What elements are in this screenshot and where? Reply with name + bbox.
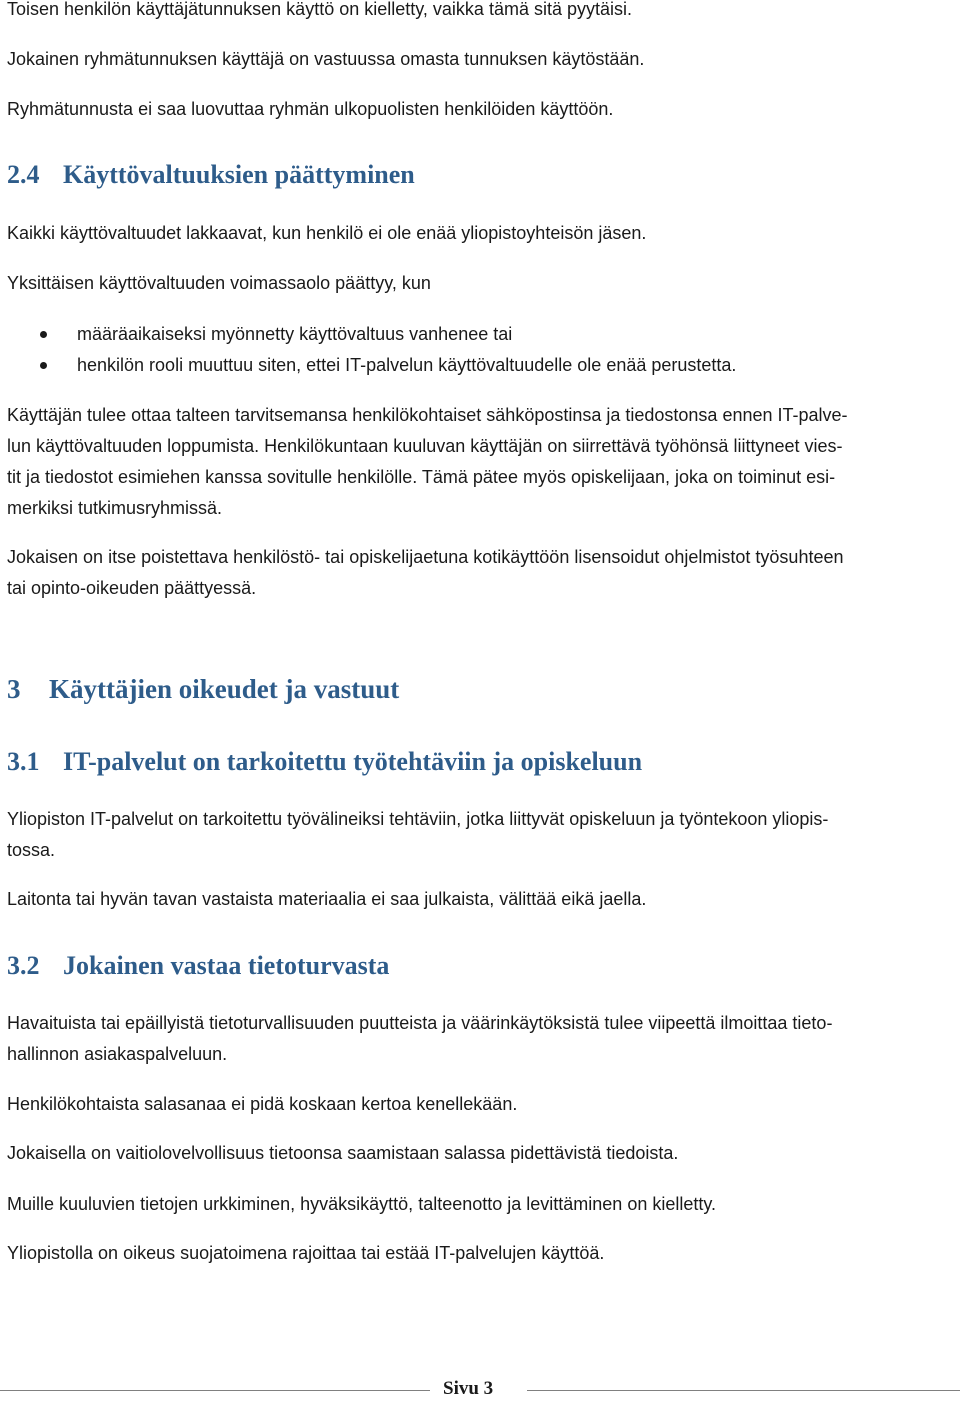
paragraph: Muille kuuluvien tietojen urkkiminen, hyväksikäyttö, talteenotto ja levittäminen on kielletty. [7, 1194, 717, 1214]
paragraph-line: tossa. [7, 840, 56, 860]
footer-rule-right [527, 1390, 960, 1391]
paragraph-line: tit ja tiedostot esimiehen kanssa sovitulle henkilölle. Tämä pätee myös opiskelijaan, joka on toiminut esi- [7, 467, 836, 487]
section-number: 3 [7, 674, 21, 704]
list-item [40, 319, 736, 350]
page-number: Sivu 3 [443, 1378, 494, 1399]
paragraph: Jokainen ryhmätunnuksen käyttäjä on vastuussa omasta tunnuksen käytöstään. [7, 49, 645, 69]
paragraph: Yliopistolla on oikeus suojatoimena rajoittaa tai estää IT-palvelujen käyttöä. [7, 1243, 605, 1263]
list-item [40, 350, 736, 381]
section-heading-3 [7, 674, 399, 705]
paragraph: Toisen henkilön käyttäjätunnuksen käyttö on kielletty, vaikka tämä sitä pyytäisi. [7, 0, 632, 19]
paragraph-line: lun käyttövaltuuden loppumista. Henkilökuntaan kuuluvan käyttäjän on siirrettävä työhönsä liittyneet vies- [7, 436, 843, 456]
bullet-icon [40, 331, 47, 338]
section-title: Jokainen vastaa tietoturvasta [63, 951, 390, 980]
section-number: 3.1 [7, 747, 40, 776]
section-title: Käyttäjien oikeudet ja vastuut [49, 674, 400, 704]
paragraph: Henkilökohtaista salasanaa ei pidä koskaan kertoa kenellekään. [7, 1094, 518, 1114]
paragraph: Kaikki käyttövaltuudet lakkaavat, kun henkilö ei ole enää yliopistoyhteisön jäsen. [7, 223, 647, 243]
paragraph-line: tai opinto-oikeuden päättyessä. [7, 578, 257, 598]
paragraph: Laitonta tai hyvän tavan vastaista materiaalia ei saa julkaista, välittää eikä jaella. [7, 889, 647, 909]
paragraph-line: Havaituista tai epäillyistä tietoturvallisuuden puutteista ja väärinkäytöksistä tulee viipeettä ilmoittaa tieto- [7, 1013, 833, 1033]
bullet-list [40, 319, 736, 381]
list-item-text: henkilön rooli muuttuu siten, ettei IT-palvelun käyttövaltuudelle ole enää perustetta. [77, 355, 737, 375]
footer-rule-left [0, 1390, 430, 1391]
section-title: IT-palvelut on tarkoitettu työtehtäviin ja opiskeluun [63, 747, 643, 776]
paragraph-line: merkiksi tutkimusryhmissä. [7, 498, 223, 518]
paragraph: Ryhmätunnusta ei saa luovuttaa ryhmän ulkopuolisten henkilöiden käyttöön. [7, 99, 614, 119]
paragraph: Yksittäisen käyttövaltuuden voimassaolo päättyy, kun [7, 273, 431, 293]
paragraph-line: Käyttäjän tulee ottaa talteen tarvitsemansa henkilökohtaiset sähköpostinsa ja tiedostonsa ennen IT-palve- [7, 405, 848, 425]
section-number: 2.4 [7, 160, 40, 189]
list-item-text: määräaikaiseksi myönnetty käyttövaltuus vanhenee tai [77, 324, 513, 344]
paragraph: Jokaisella on vaitiolovelvollisuus tietoonsa saamistaan salassa pidettävistä tiedoista. [7, 1143, 679, 1163]
section-number: 3.2 [7, 951, 40, 980]
paragraph-line: Yliopiston IT-palvelut on tarkoitettu työvälineiksi tehtäviin, jotka liittyvät opiskeluun ja työntekoon yliopis- [7, 809, 829, 829]
section-title: Käyttövaltuuksien päättyminen [63, 160, 415, 189]
bullet-icon [40, 362, 47, 369]
section-heading-2-4 [7, 160, 415, 190]
section-heading-3-2 [7, 951, 389, 981]
section-heading-3-1 [7, 747, 642, 777]
paragraph-line: hallinnon asiakaspalveluun. [7, 1044, 228, 1064]
paragraph-line: Jokaisen on itse poistettava henkilöstö- tai opiskelijaetuna kotikäyttöön lisensoidut ohjelmistot työsuhteen [7, 547, 844, 567]
